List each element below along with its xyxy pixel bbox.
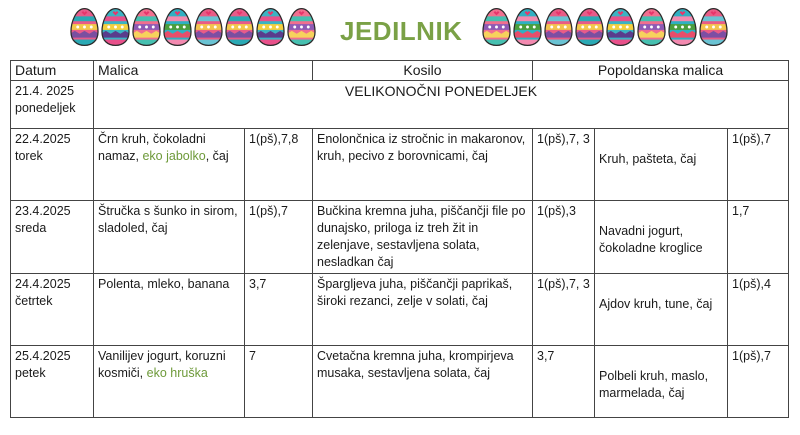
- header-popoldanska: Popoldanska malica: [533, 61, 789, 81]
- date-cell: [11, 129, 94, 201]
- easter-egg-icon: [575, 7, 604, 47]
- header-malica: Malica: [94, 61, 313, 81]
- easter-egg-icon: [287, 7, 316, 47]
- eko-item: eko jabolko: [142, 149, 206, 163]
- kosilo-cell: Enolončnica iz stročnic in makaronov, kruh, pecivo z borovnicami, čaj: [313, 129, 533, 201]
- popoldanska-cell: Ajdov kruh, tune, čaj: [595, 274, 728, 346]
- easter-egg-icon: [606, 7, 635, 47]
- holiday-cell: VELIKONOČNI PONEDELJEK: [94, 81, 789, 129]
- easter-egg-icon: [256, 7, 285, 47]
- date-cell: [11, 274, 94, 346]
- day: sreda: [15, 221, 47, 235]
- day: torek: [15, 149, 43, 163]
- kosilo-allergens: 3,7: [533, 346, 595, 418]
- table-row: [11, 81, 789, 129]
- date: 21.4. 2025: [15, 84, 75, 98]
- date: 22.4.2025: [15, 132, 71, 146]
- date: 25.4.2025: [15, 349, 71, 363]
- malica-text: Črn kruh, čokoladni namaz,: [98, 132, 206, 163]
- day: četrtek: [15, 294, 53, 308]
- kosilo-cell: Cvetačna kremna juha, krompirjeva musaka, sestavljena solata, čaj: [313, 346, 533, 418]
- easter-egg-icon: [513, 7, 542, 47]
- malica-allergens: 3,7: [245, 274, 313, 346]
- header-kosilo: Kosilo: [313, 61, 533, 81]
- malica-cell: [94, 346, 245, 418]
- malica-text: Štručka s šunko in sirom, sladoled, čaj: [98, 204, 238, 235]
- table-row: [11, 274, 789, 346]
- day: petek: [15, 366, 46, 380]
- popoldanska-allergens: 1,7: [728, 201, 789, 274]
- easter-egg-icon: [225, 7, 254, 47]
- table-row: [11, 201, 789, 274]
- kosilo-cell: Bučkina kremna juha, piščančji file po dunajsko, priloga iz treh žit in zelenjave, sestavljena solata, nesladkan čaj: [313, 201, 533, 274]
- header-row: [11, 61, 789, 81]
- menu-table: [10, 60, 789, 418]
- easter-egg-icon: [101, 7, 130, 47]
- table-row: [11, 129, 789, 201]
- malica-allergens: 7: [245, 346, 313, 418]
- malica-cell: [94, 201, 245, 274]
- easter-eggs-left: [70, 7, 316, 47]
- easter-egg-icon: [482, 7, 511, 47]
- kosilo-allergens: 1(pš),3: [533, 201, 595, 274]
- malica-allergens: 1(pš),7: [245, 201, 313, 274]
- date-cell: [11, 346, 94, 418]
- easter-egg-icon: [544, 7, 573, 47]
- popoldanska-cell: Kruh, pašteta, čaj: [595, 129, 728, 201]
- malica-cell: [94, 274, 245, 346]
- easter-egg-icon: [668, 7, 697, 47]
- kosilo-allergens: 1(pš),7, 3: [533, 129, 595, 201]
- popoldanska-allergens: 1(pš),7: [728, 346, 789, 418]
- date: 23.4.2025: [15, 204, 71, 218]
- eko-item: eko hruška: [146, 366, 208, 380]
- easter-egg-icon: [163, 7, 192, 47]
- date: 24.4.2025: [15, 277, 71, 291]
- easter-egg-icon: [70, 7, 99, 47]
- malica-text-end: , čaj: [205, 149, 229, 163]
- page-title: JEDILNIK: [340, 16, 463, 46]
- easter-eggs-right: [482, 7, 728, 47]
- malica-text: Vanilijev jogurt, koruzni kosmiči,: [98, 349, 226, 380]
- popoldanska-cell: Navadni jogurt, čokoladne kroglice: [595, 201, 728, 274]
- popoldanska-cell: Polbeli kruh, maslo, marmelada, čaj: [595, 346, 728, 418]
- easter-egg-icon: [132, 7, 161, 47]
- table-row: [11, 346, 789, 418]
- popoldanska-allergens: 1(pš),7: [728, 129, 789, 201]
- day: ponedeljek: [15, 101, 76, 115]
- easter-egg-icon: [699, 7, 728, 47]
- malica-allergens: 1(pš),7,8: [245, 129, 313, 201]
- date-cell: [11, 201, 94, 274]
- easter-egg-icon: [194, 7, 223, 47]
- malica-text: Polenta, mleko, banana: [98, 277, 230, 291]
- kosilo-cell: Špargljeva juha, piščančji paprikaš, široki rezanci, zelje v solati, čaj: [313, 274, 533, 346]
- kosilo-allergens: 1(pš),7, 3: [533, 274, 595, 346]
- easter-egg-icon: [637, 7, 666, 47]
- header-datum: Datum: [11, 61, 94, 81]
- date-cell: [11, 81, 94, 129]
- malica-cell: [94, 129, 245, 201]
- popoldanska-allergens: 1(pš),4: [728, 274, 789, 346]
- header: [0, 0, 800, 60]
